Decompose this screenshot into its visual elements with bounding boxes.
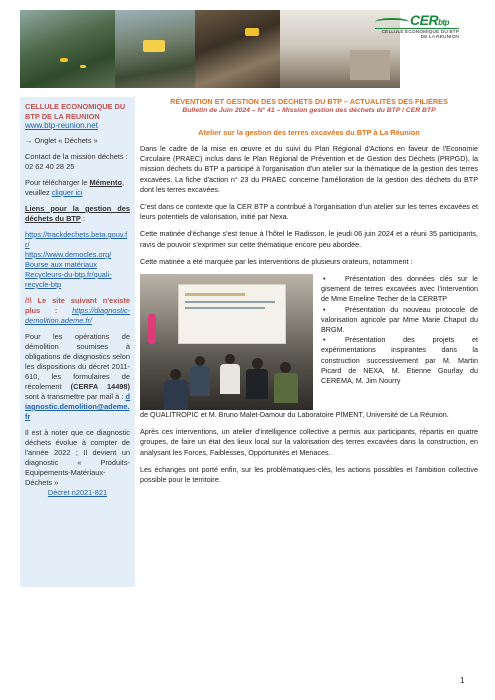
liens-block: Liens pour la gestion des déchets du BTP : bbox=[25, 204, 130, 223]
decret-link[interactable]: Décret n2021-821 bbox=[47, 488, 108, 497]
photo-road-works bbox=[115, 10, 195, 88]
paragraph-1: Dans le cadre de la mise en œuvre et du suivi du Plan Régional d'Actions en faveur de l'Economie Circulaire (PRAEC) inclus dans le Plan Régional de Prévention et de Gestion des Déchets (PRPGD), la mission déchets du BTP a participé à l'organisation d'un atelier sur la thématique de la gestion des terres excavées. La fiche d'action n° 23 du PRAEC concerne l'amélioration de la gestion des déchets du BTP dont les terres excavées. bbox=[140, 144, 478, 194]
demolition-block: Pour les opérations de démolition soumises à obligations de diagnostics selon les dispositions du décret 2011-610, les formulaires de récolement (CERFA 14498) sont à transmettre par mail à : diagnostic.demolition@ademe.fr bbox=[25, 332, 130, 421]
memento-block: Pour télécharger le Mémento, veuillez cliquer ici bbox=[25, 178, 125, 197]
main-content bbox=[140, 97, 478, 492]
site-link[interactable]: www.btp-reunion.net bbox=[25, 121, 98, 130]
warning-block bbox=[25, 296, 130, 326]
cer-btp-logo bbox=[375, 12, 459, 44]
projection-screen bbox=[178, 284, 286, 344]
paragraph-6: Les échanges ont porté enfin, sur les problématiques-clés, les actions possibles et l'ambition collective possible pour le territoire. bbox=[140, 464, 478, 485]
photo-rubble bbox=[195, 10, 280, 88]
contact-text: Contact de la mission déchets : 02 62 40 28 25 bbox=[25, 152, 128, 171]
speaker-figure bbox=[148, 314, 156, 344]
bullet-item: • Présentation des projets et expérimentations inspirantes dans la construction successivement par M. Martin Picard de NEXA, M. Etienne Gourlay du CEREMA, M. Jim Nourry bbox=[321, 335, 478, 386]
sidebar-title-line2: BTP DE LA REUNION bbox=[25, 111, 100, 121]
photo-bullets-row bbox=[140, 274, 478, 410]
ademe-email-link[interactable]: diagnostic.demolition@ademe.fr bbox=[25, 392, 130, 421]
cerfa-label: (CERFA 14498) bbox=[70, 382, 130, 391]
sidebar-title-line1: CELLULE ECONOMIQUE DU bbox=[25, 102, 126, 111]
bulletin-title: RÉVENTION ET GESTION DES DÉCHETS DU BTP – ACTUALITÉS DES FILIÈRES bbox=[170, 97, 448, 106]
bullet-continuation: de QUALITROPIC et M. Bruno Malet-Damour du Laboratoire PIMENT, Université de La Réunion. bbox=[140, 410, 449, 420]
logo-swoosh-icon bbox=[375, 18, 409, 26]
bullet-item: • Présentation des données clés sur le gisement de terres excavées avec l'intervention de Mme Emeline Techer de la CERBTP bbox=[321, 274, 478, 305]
photo-aerial-site bbox=[20, 10, 115, 88]
onglet-dechets: → Onglet « Déchets » bbox=[25, 136, 98, 145]
workshop-photo bbox=[140, 274, 313, 410]
paragraph-2: C'est dans ce contexte que la CER BTP a contribué à l'organisation d'un atelier sur les terres excavées et leurs potentiels de valorisation, initié par Nexa. bbox=[140, 202, 478, 222]
links-list bbox=[25, 230, 130, 290]
paragraph-3: Cette matinée d'échange s'est tenue à l'hôtel le Radisson, le jeudi 06 juin 2024 et a réuni 35 participants, ravis de pouvoir s'exprimer sur cette thématique encore peu abordée. bbox=[140, 229, 478, 249]
democles-link[interactable]: https://www.democles.org/ bbox=[25, 250, 112, 259]
page-number: 1 bbox=[460, 676, 465, 685]
sidebar bbox=[20, 97, 135, 587]
logo-subtitle: CELLULE ECONOMIQUE DU BTP DE LA REUNION bbox=[375, 28, 459, 40]
bulletin-subtitle: Bulletin de Juin 2024 – N° 41 – Mission gestion des déchets du BTP / CER BTP bbox=[182, 107, 436, 114]
liens-title: Liens pour la gestion des déchets du BTP bbox=[25, 204, 130, 223]
ademe-old-link[interactable]: https://diagnostic-demolition.ademe.fr/ bbox=[25, 306, 130, 325]
section-title: Atelier sur la gestion des terres excavées du BTP à La Réunion bbox=[198, 128, 420, 137]
evolution-text: Il est à noter que ce diagnostic déchets évolue à compter de l'année 2022 ; Il devient un diagnostic « Produits-Equipements-Matériaux-Déchets » bbox=[25, 428, 130, 487]
paragraph-4: Cette matinée a été marquée par les interventions de plusieurs orateurs, notamment : bbox=[140, 256, 413, 266]
logo-name: CER bbox=[410, 12, 439, 28]
memento-download-link[interactable]: cliquer ici bbox=[51, 188, 83, 197]
bourse-materiaux-link[interactable]: Bourse aux matériaux Recycleurs-du-btp.fr/quali-recycle-btp bbox=[25, 260, 112, 289]
speakers-list bbox=[321, 274, 478, 410]
memento-label: Mémento bbox=[89, 178, 122, 187]
paragraph-5: Après ces interventions, un atelier d'intelligence collective a permis aux participants, répartis en quatre groupes, de faire un état des lieux local sur la valorisation des terres excavées dans la construction, en analysant les Forces, Faiblesses, Opportunités et Menaces. bbox=[140, 427, 478, 457]
trackdechets-link[interactable]: https://trackdechets.beta.gouv.fr/ bbox=[25, 230, 128, 249]
warning-text: /!\ Le site suivant n'existe plus : bbox=[25, 296, 130, 315]
logo-suffix: btp bbox=[438, 18, 449, 27]
bullet-item: • Présentation du nouveau protocole de valorisation agricole par Mme Marie Chaput du BRGM. bbox=[321, 305, 478, 336]
